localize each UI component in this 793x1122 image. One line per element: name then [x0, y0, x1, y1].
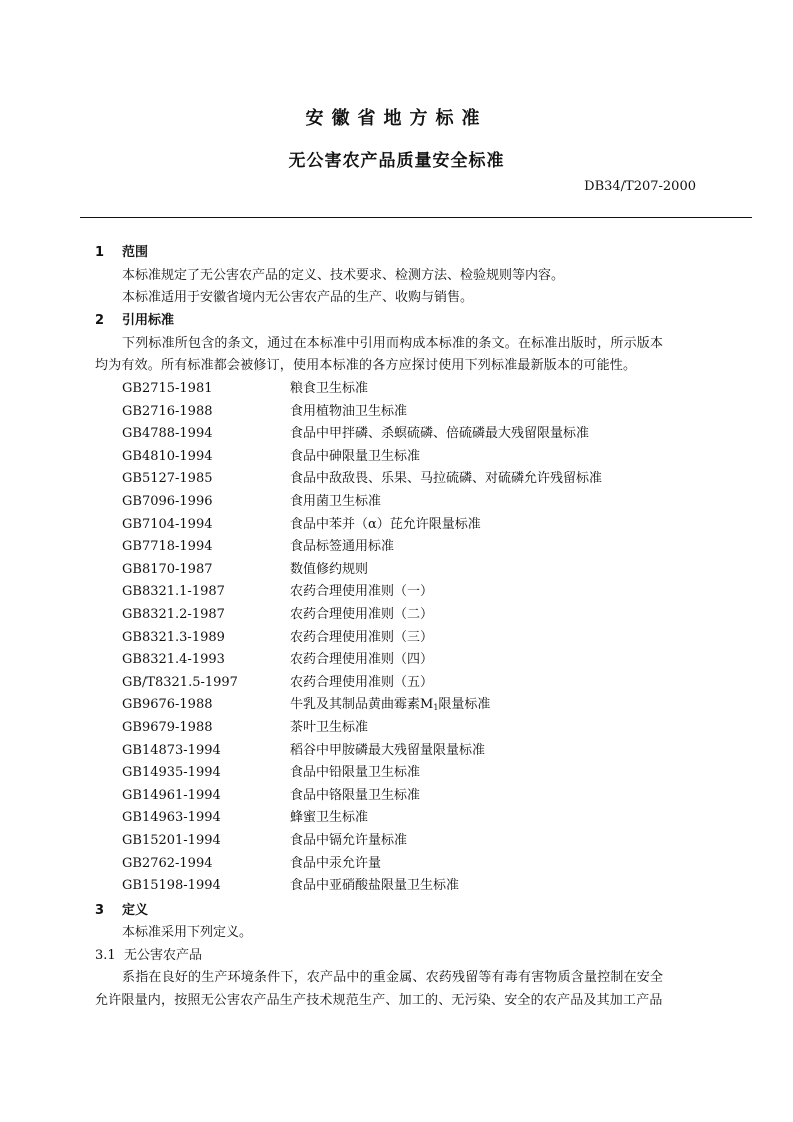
- subsection-heading: 无公害农产品: [124, 948, 203, 963]
- reference-title-text: 牛乳及其制品黄曲霉素M: [290, 697, 434, 713]
- reference-title: 食用菌卫生标准: [290, 494, 382, 509]
- reference-title: 食品中甲拌磷、杀螟硫磷、倍硫磷最大残留限量标准: [290, 426, 590, 442]
- reference-code: GB9676-1988: [122, 697, 213, 713]
- section-number: 2: [95, 313, 105, 328]
- section-heading: 引用标准: [122, 313, 175, 328]
- reference-code: GB9679-1988: [122, 720, 213, 735]
- reference-code: GB2716-1988: [122, 403, 213, 419]
- reference-code: GB2715-1981: [122, 381, 213, 396]
- reference-title: 粮食卫生标准: [290, 381, 369, 396]
- reference-title: 食品中汞允许量: [290, 855, 382, 871]
- reference-code: GB4788-1994: [122, 426, 213, 442]
- reference-title-tail: 限量标准: [438, 697, 491, 713]
- paragraph: 本标准规定了无公害农产品的定义、技术要求、检测方法、检验规则等内容。: [122, 268, 565, 283]
- reference-title: 食品中亚硝酸盐限量卫生标准: [290, 878, 460, 894]
- paragraph: 本标准适用于安徽省境内无公害农产品的生产、收购与销售。: [122, 290, 474, 305]
- reference-code: GB14935-1994: [122, 765, 221, 781]
- reference-code: GB8170-1987: [122, 561, 213, 577]
- paragraph: 本标准采用下列定义。: [122, 925, 253, 940]
- reference-title: 茶叶卫生标准: [290, 720, 369, 735]
- reference-code: GB2762-1994: [122, 855, 213, 871]
- reference-code: GB/T8321.5-1997: [122, 674, 238, 690]
- reference-code: GB15201-1994: [122, 833, 221, 848]
- paragraph: 系指在良好的生产环境条件下，农产品中的重金属、农药残留等有毒有害物质含量控制在安全: [122, 970, 664, 985]
- reference-title: 数值修约规则: [290, 561, 369, 577]
- reference-title: 农药合理使用准则（五）: [290, 674, 434, 690]
- reference-code: GB8321.1-1987: [122, 584, 225, 600]
- header-rule: [80, 217, 752, 218]
- paragraph: 允许限量内，按照无公害农产品生产技术规范生产、加工的、无污染、安全的农产品及其加工产品: [95, 993, 663, 1008]
- reference-code: GB7096-1996: [122, 494, 213, 509]
- reference-code: GB8321.2-1987: [122, 607, 225, 622]
- issuing-authority: 安徽省地方标准: [305, 108, 488, 129]
- reference-code: GB15198-1994: [122, 878, 221, 894]
- paragraph: 均为有效。所有标准都会被修订，使用本标准的各方应探讨使用下列标准最新版本的可能性。: [95, 358, 637, 373]
- reference-title: 农药合理使用准则（四）: [290, 652, 434, 668]
- section-number: 1: [95, 245, 105, 260]
- reference-title: 农药合理使用准则（三）: [290, 629, 434, 645]
- reference-code: GB14963-1994: [122, 810, 221, 826]
- reference-title: 食品中镉允许量标准: [290, 833, 408, 848]
- reference-code: GB4810-1994: [122, 448, 213, 464]
- reference-title: 稻谷中甲胺磷最大残留量限量标准: [290, 742, 486, 758]
- section-heading: 定义: [122, 903, 149, 918]
- section-heading: 范围: [122, 245, 149, 260]
- standard-code: DB34/T207-2000: [584, 179, 696, 194]
- reference-code: GB8321.3-1989: [122, 629, 225, 645]
- subscript: 1: [433, 703, 439, 713]
- reference-code: GB7718-1994: [122, 539, 213, 555]
- reference-code: GB7104-1994: [122, 516, 213, 532]
- document-title: 无公害农产品质量安全标准: [288, 151, 505, 171]
- reference-title: 蜂蜜卫生标准: [290, 810, 369, 826]
- reference-title: [290, 696, 490, 717]
- reference-title: 食用植物油卫生标准: [290, 403, 408, 419]
- reference-title: 农药合理使用准则（二）: [290, 607, 434, 622]
- reference-title: 食品中敌敌畏、乐果、马拉硫磷、对硫磷允许残留标准: [290, 471, 603, 487]
- reference-title: 食品中铬限量卫生标准: [290, 787, 421, 803]
- reference-code: GB14961-1994: [122, 787, 221, 803]
- reference-code: GB8321.4-1993: [122, 652, 225, 668]
- reference-title: 农药合理使用准则（一）: [290, 584, 434, 600]
- reference-code: GB14873-1994: [122, 742, 221, 758]
- reference-title: 食品中苯并（α）芘允许限量标准: [290, 516, 481, 532]
- section-number: 3: [95, 903, 105, 918]
- paragraph: 下列标准所包含的条文，通过在本标准中引用而构成本标准的条文。在标准出版时，所示版本: [122, 336, 664, 351]
- subsection-number: 3.1: [95, 948, 116, 963]
- reference-title: 食品标签通用标准: [290, 539, 395, 555]
- reference-title: 食品中砷限量卫生标准: [290, 448, 421, 464]
- reference-title: 食品中铅限量卫生标准: [290, 765, 421, 781]
- reference-code: GB5127-1985: [122, 471, 213, 487]
